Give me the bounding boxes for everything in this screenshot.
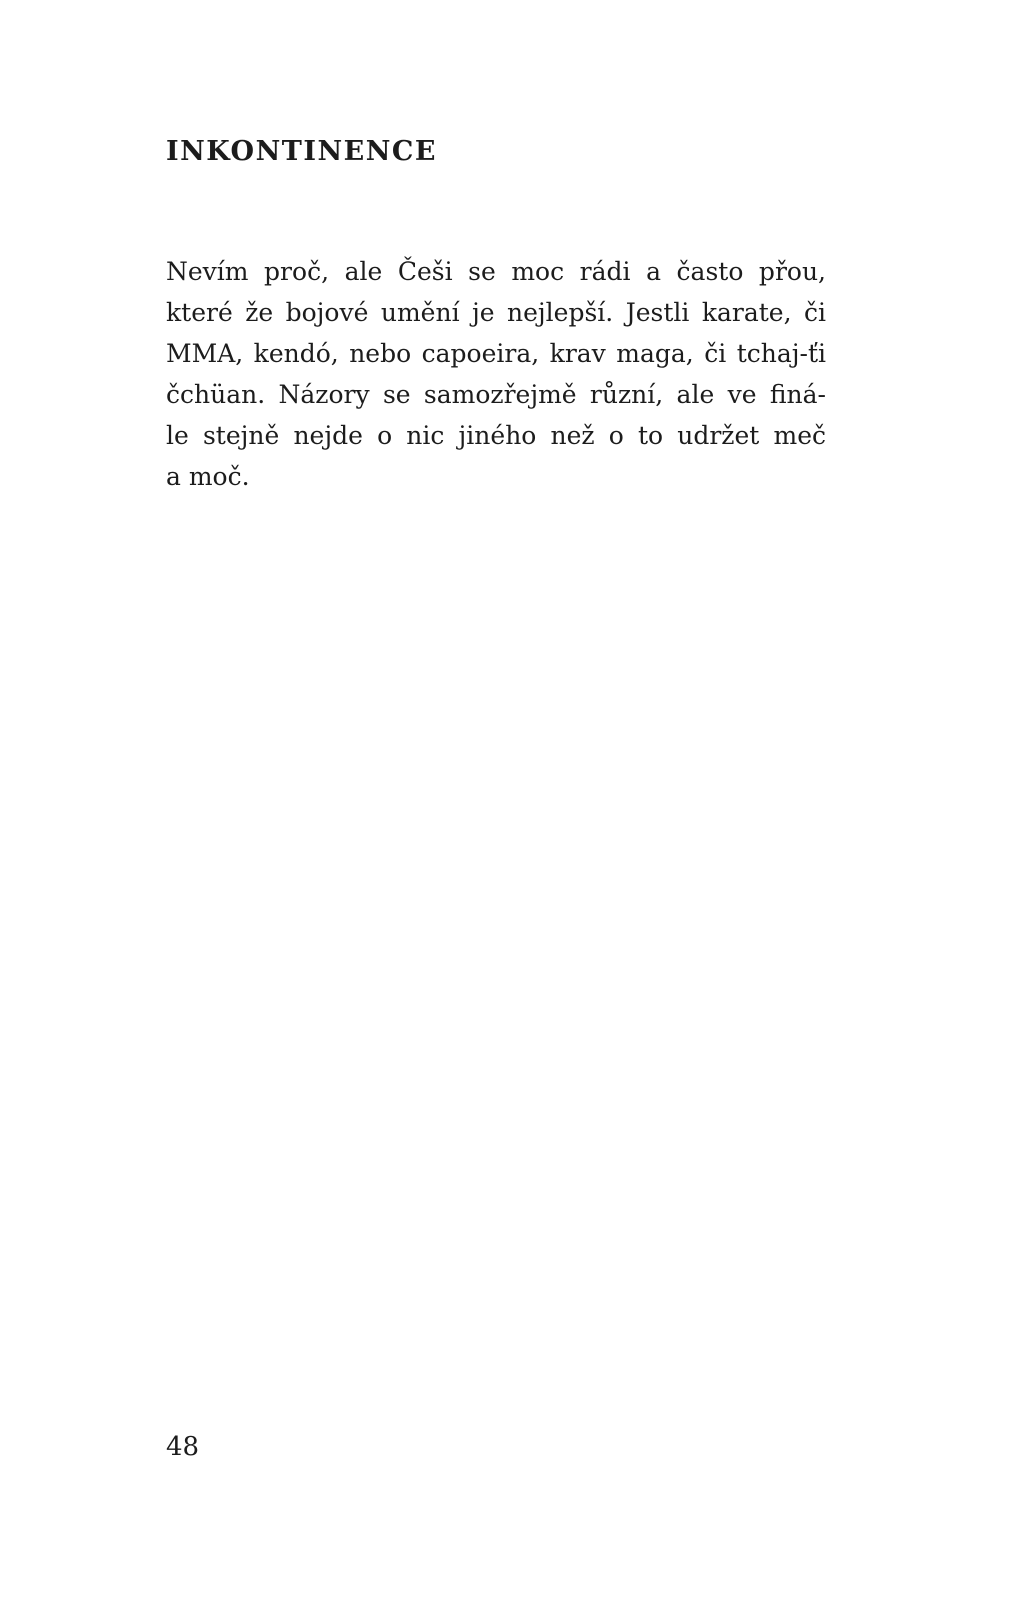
text-line: Nevím proč, ale Češi se moc rádi a často přou, bbox=[166, 257, 826, 286]
page-number: 48 bbox=[166, 1432, 200, 1462]
body-paragraph bbox=[166, 251, 826, 497]
chapter-title: INKONTINENCE bbox=[166, 136, 437, 167]
text-line: MMA, kendó, nebo capoeira, krav maga, či tchaj-ťi bbox=[166, 339, 826, 368]
text-line: le stejně nejde o nic jiného než o to udržet meč bbox=[166, 421, 826, 450]
text-line: a moč. bbox=[166, 462, 250, 491]
text-line: které že bojové umění je nejlepší. Jestli karate, či bbox=[166, 298, 826, 327]
text-line: čchüan. Názory se samozřejmě různí, ale ve finá- bbox=[166, 380, 826, 409]
